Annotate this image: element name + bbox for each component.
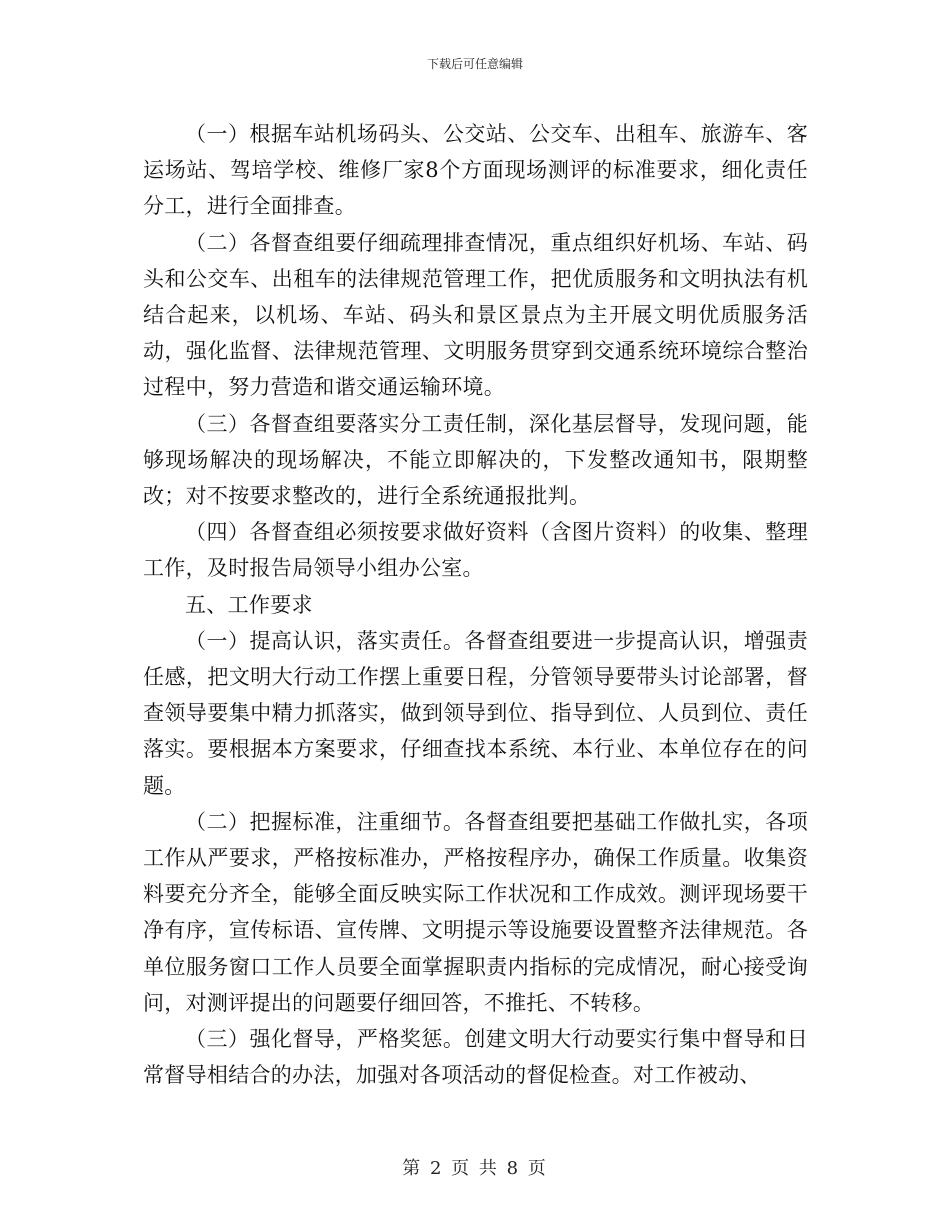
paragraph-3: （三）各督查组要落实分工责任制，深化基层督导，发现问题，能够现场解决的现场解决，不能立即解决的，下发整改通知书，限期整改；对不按要求整改的，进行全系统通报批判。 xyxy=(143,411,808,509)
paragraph-4: （四）各督查组必须按要求做好资料（含图片资料）的收集、整理工作，及时报告局领导小组办公室。 xyxy=(143,520,808,581)
header-note: 下载后可任意编辑 xyxy=(426,57,523,71)
paragraph-1: （一）根据车站机场码头、公交站、公交车、出租车、旅游车、客运场站、驾培学校、维修厂家8个方面现场测评的标准要求，细化责任分工，进行全面排查。 xyxy=(143,122,808,219)
document-body xyxy=(143,116,808,1093)
section-heading: 五、工作要求 xyxy=(185,592,313,617)
paragraph-5: （一）提高认识，落实责任。各督查组要进一步提高认识，增强责任感，把文明大行动工作摆上重要日程，分管领导要带头讨论部署，督查领导要集中精力抓落实，做到领导到位、指导到位、人员到位、责任落实。要根据本方案要求，仔细查找本系统、本行业、本单位存在的问题。 xyxy=(143,628,808,798)
paragraph-2: （二）各督查组要仔细疏理排查情况，重点组织好机场、车站、码头和公交车、出租车的法律规范管理工作，把优质服务和文明执法有机结合起来，以机场、车站、码头和景区景点为主开展文明优质服务活动，强化监督、法律规范管理、文明服务贯穿到交通系统环境综合整治过程中，努力营造和谐交通运输环境。 xyxy=(143,230,808,400)
page-number: 第 2 页 共 8 页 xyxy=(402,1158,548,1179)
paragraph-6: （二）把握标准，注重细节。各督查组要把基础工作做扎实，各项工作从严要求，严格按标准办，严格按程序办，确保工作质量。收集资料要充分齐全，能够全面反映实际工作状况和工作成效。测评现场要干净有序，宣传标语、宣传牌、文明提示等设施要设置整齐法律规范。各单位服务窗口工作人员要全面掌握职责内指标的完成情况，耐心接受询问，对测评提出的问题要仔细回答，不推托、不转移。 xyxy=(143,809,808,1015)
paragraph-7: （三）强化督导，严格奖惩。创建文明大行动要实行集中督导和日常督导相结合的办法，加强对各项活动的督促检查。对工作被动、 xyxy=(143,1027,808,1088)
